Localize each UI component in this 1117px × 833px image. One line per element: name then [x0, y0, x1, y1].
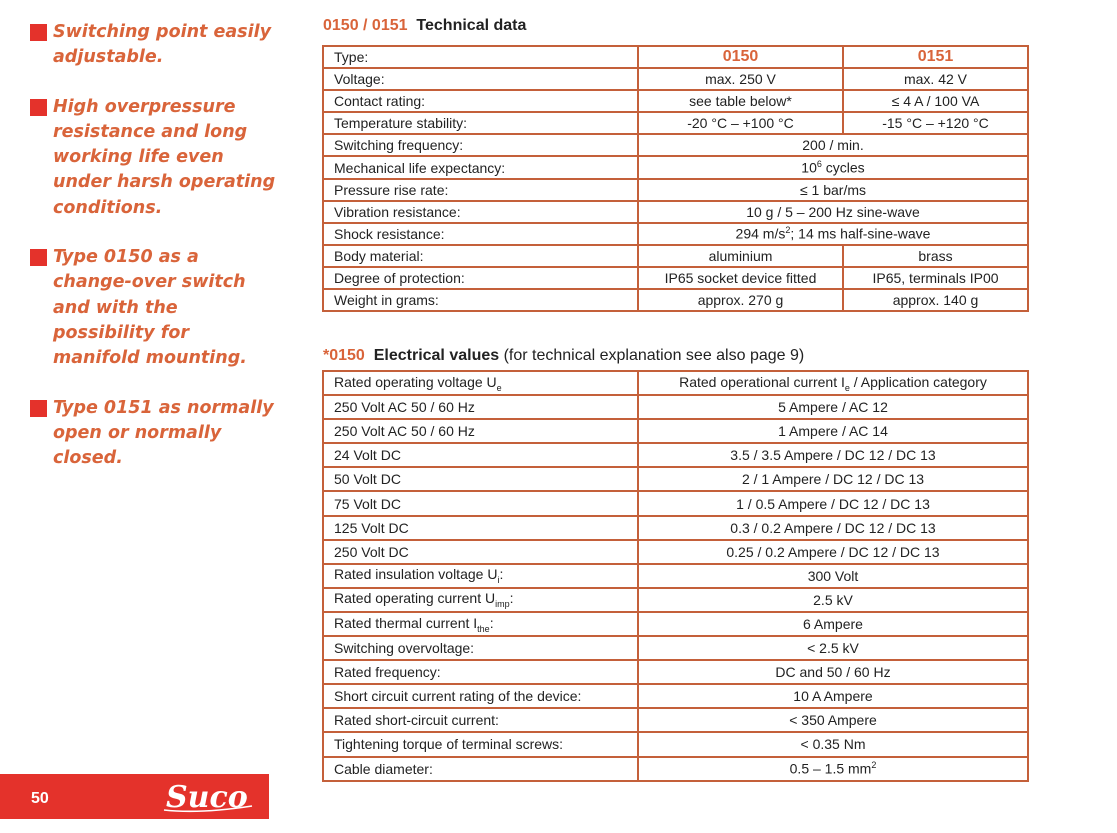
- table-row: 24 Volt DC 3.5 / 3.5 Ampere / DC 12 / DC 13: [323, 443, 1028, 467]
- table-row: Short circuit current rating of the device: 10 A Ampere: [323, 684, 1028, 708]
- table-row: Vibration resistance: 10 g / 5 – 200 Hz sine-wave: [323, 201, 1028, 223]
- table-row: Degree of protection: IP65 socket device fitted IP65, terminals IP00: [323, 267, 1028, 289]
- table-row: Switching frequency: 200 / min.: [323, 134, 1028, 156]
- bullet-square-icon: [30, 400, 47, 417]
- table-row: Mechanical life expectancy: $10^6$ cycles: [323, 156, 1028, 178]
- table-row: Switching overvoltage: < 2.5 kV: [323, 636, 1028, 660]
- bullet-square-icon: [30, 249, 47, 266]
- table-row: Rated short-circuit current: < 350 Ampere: [323, 708, 1028, 732]
- table-row: Rated frequency: DC and 50 / 60 Hz: [323, 660, 1028, 684]
- page-number: 50: [31, 790, 49, 807]
- technical-data-title: 0150 / 0151 Technical data: [323, 17, 527, 34]
- table-row: Shock resistance: 294 $m/s^2$; 14 ms half-sine-wave: [323, 223, 1028, 245]
- table-header-row: Rated operating voltage $U_e$ Rated operational current $I_e$ / Application category: [323, 371, 1028, 395]
- table-row: 250 Volt DC 0.25 / 0.2 Ampere / DC 12 / DC 13: [323, 540, 1028, 564]
- electrical-values-table: [322, 370, 1029, 782]
- technical-data-table: [322, 45, 1029, 312]
- table-row: Weight in grams: approx. 270 g approx. 140 g: [323, 289, 1028, 311]
- feature-list: [30, 20, 280, 495]
- table-row: Tightening torque of terminal screws: < 0.35 Nm: [323, 732, 1028, 756]
- table-row: 50 Volt DC 2 / 1 Ampere / DC 12 / DC 13: [323, 467, 1028, 491]
- table-row: 75 Volt DC 1 / 0.5 Ampere / DC 12 / DC 13: [323, 491, 1028, 515]
- feature-item: Type 0151 as normally open or normally closed.: [30, 396, 280, 472]
- table-row: Pressure rise rate: ≤ 1 bar/ms: [323, 179, 1028, 201]
- table-row: Temperature stability: -20 °C – +100 °C -15 °C – +120 °C: [323, 112, 1028, 134]
- table-row: 250 Volt AC 50 / 60 Hz 1 Ampere / AC 14: [323, 419, 1028, 443]
- suco-logo: [160, 776, 260, 816]
- svg-text:Suco: Suco: [166, 780, 248, 815]
- table-row: Body material: aluminium brass: [323, 245, 1028, 267]
- footer-bar: [0, 774, 269, 819]
- bullet-square-icon: [30, 99, 47, 116]
- electrical-values-title: *0150 Electrical values (for technical explanation see also page 9): [323, 347, 805, 364]
- table-row: Rated insulation voltage $U_i$: 300 Volt: [323, 564, 1028, 588]
- table-row: 125 Volt DC 0.3 / 0.2 Ampere / DC 12 / DC 13: [323, 516, 1028, 540]
- table-row: Voltage: max. 250 V max. 42 V: [323, 68, 1028, 90]
- feature-item: Type 0150 as a change-over switch and with the possibility for manifold mounting.: [30, 245, 280, 371]
- table-row: Cable diameter: 0.5 – 1.5 $mm^2$: [323, 757, 1028, 781]
- table-row: Contact rating: see table below* ≤ 4 A / 100 VA: [323, 90, 1028, 112]
- table-row: 250 Volt AC 50 / 60 Hz 5 Ampere / AC 12: [323, 395, 1028, 419]
- bullet-square-icon: [30, 24, 47, 41]
- feature-item: High overpressure resistance and long working life even under harsh operating conditions.: [30, 95, 280, 221]
- table-row: Rated thermal current $I_{the}$: 6 Ampere: [323, 612, 1028, 636]
- feature-item: Switching point easily adjustable.: [30, 20, 280, 71]
- table-row: Rated operating current $U_{imp}$: 2.5 kV: [323, 588, 1028, 612]
- table-header-row: Type: 0150 0151: [323, 46, 1028, 68]
